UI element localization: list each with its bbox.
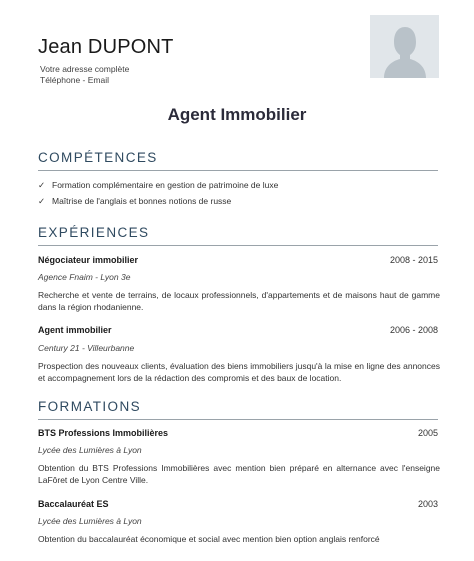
formation-year: 2003: [417, 499, 438, 509]
experience-role: Agent immobilier: [38, 325, 112, 335]
formation-degree: BTS Professions Immobilières: [38, 428, 169, 438]
competence-text: Formation complémentaire en gestion de patrimoine de luxe: [52, 180, 279, 190]
section-divider: [38, 419, 438, 420]
section-divider: [38, 170, 438, 171]
experience-role: Négociateur immobilier: [38, 255, 139, 265]
candidate-name: Jean DUPONT: [38, 36, 174, 58]
formation-degree: Baccalauréat ES: [38, 499, 109, 509]
experience-description: Recherche et vente de terrains, de locaux professionnels, d'appartements et de maisons haut de gamme dans la région rhodanienne.: [38, 290, 440, 312]
experience-company: Century 21 - Villeurbanne: [38, 343, 135, 353]
contact-block: [40, 64, 129, 86]
list-item: [38, 196, 231, 207]
experience-description: Prospection des nouveaux clients, évaluation des biens immobiliers jusqu'à la mise en ligne des annonces et accompagnement lors de la rédaction des compromis et des baux de location.: [38, 361, 440, 383]
check-icon: ✓: [38, 180, 46, 190]
competence-text: Maîtrise de l'anglais et bonnes notions de russe: [52, 196, 232, 206]
person-silhouette-icon: [370, 15, 439, 78]
check-icon: ✓: [38, 196, 46, 206]
experience-dates: 2008 - 2015: [389, 255, 438, 265]
formation-school: Lycée des Lumières à Lyon: [38, 445, 142, 455]
formation-school: Lycée des Lumières à Lyon: [38, 516, 142, 526]
formation-year: 2005: [417, 428, 438, 438]
experience-company: Agence Fnaim - Lyon 3e: [38, 272, 131, 282]
profile-photo: [370, 15, 439, 78]
formation-description: Obtention du BTS Professions Immobilières avec mention bien préparé en alternance avec l'enseigne LaFôret de Lyon Centre Ville.: [38, 463, 440, 485]
formation-description: Obtention du baccalauréat économique et social avec mention bien option anglais renforcé: [38, 534, 380, 544]
section-title-experiences: EXPÉRIENCES: [38, 225, 150, 240]
phone-email-line: Téléphone - Email: [40, 75, 109, 85]
list-item: [38, 180, 278, 191]
experience-dates: 2006 - 2008: [389, 325, 438, 335]
section-title-formations: FORMATIONS: [38, 399, 141, 414]
section-title-competences: COMPÉTENCES: [38, 150, 158, 165]
section-divider: [38, 245, 438, 246]
address-line: Votre adresse complète: [40, 64, 130, 74]
job-title: Agent Immobilier: [167, 105, 307, 124]
